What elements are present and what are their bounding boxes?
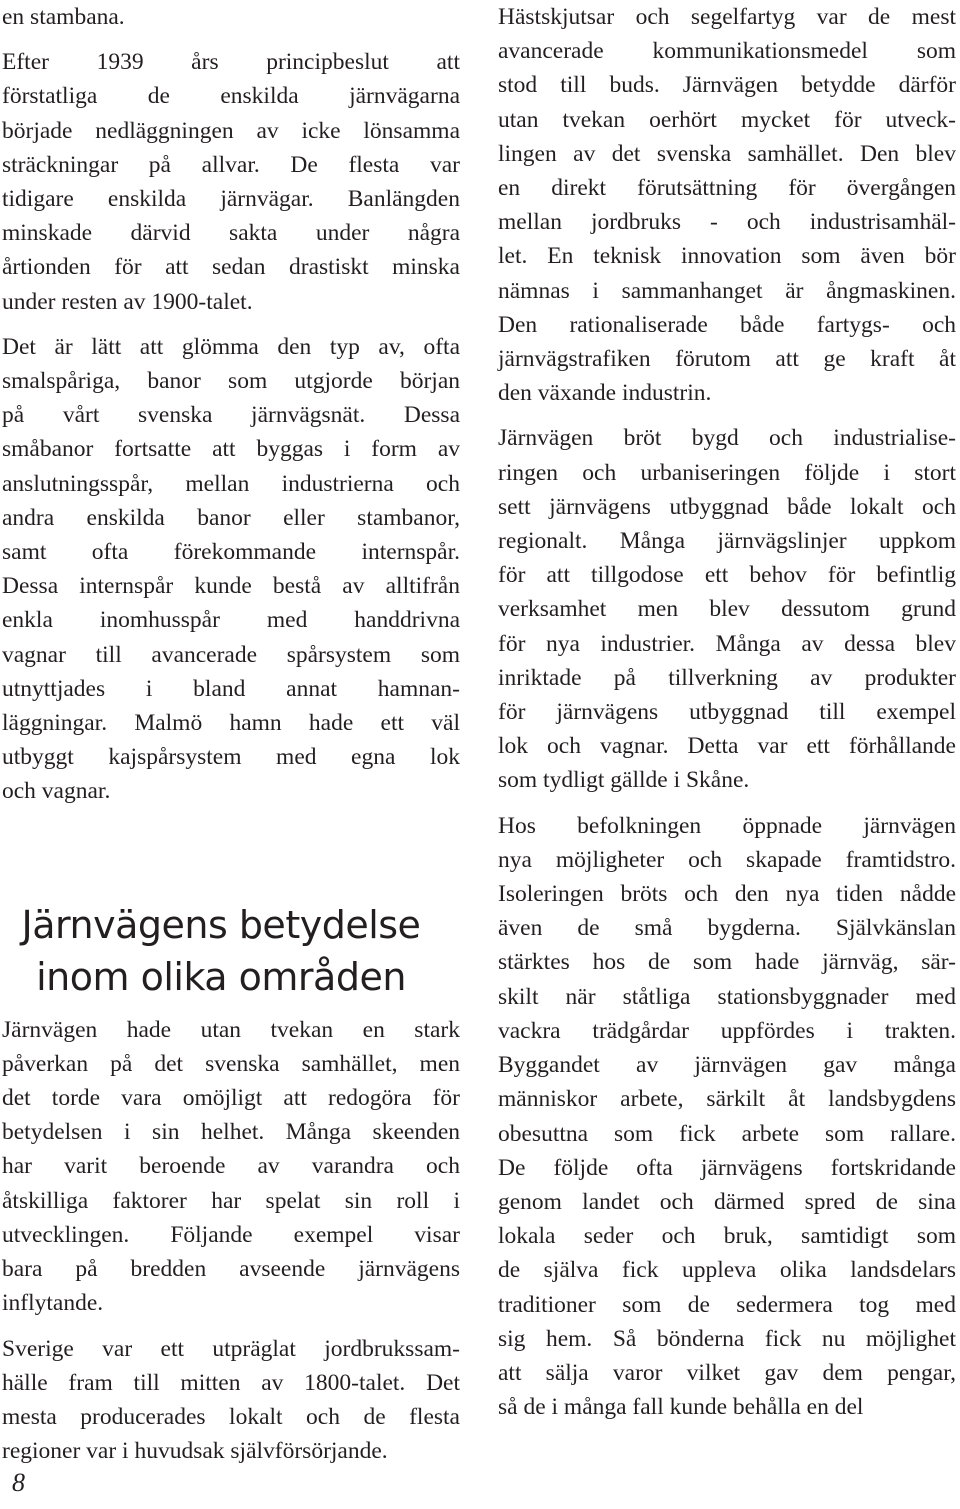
right-column-text — [498, 0, 956, 1424]
text-line: sträckningar på allvar. De flesta var — [2, 151, 460, 178]
text-line: utvecklingen. Följande exempel visar — [2, 1221, 460, 1248]
text-line: Byggandet av järnvägen gav många — [498, 1052, 956, 1079]
text-line: minskade därvid sakta under några — [2, 220, 460, 247]
text-line: lokala seder och bruk, samtidigt som — [498, 1223, 956, 1250]
text-line: sig hem. Så bönderna fick nu möjlighet — [498, 1325, 956, 1352]
left-intro-text — [2, 0, 460, 809]
text-line: verksamhet men blev dessutom grund — [498, 596, 956, 623]
text-line: hälle fram till mitten av 1800-talet. Det — [2, 1369, 460, 1396]
text-line: betydelsen i sin helhet. Många skeenden — [2, 1119, 460, 1146]
paragraph — [498, 0, 956, 410]
text-line: nya möjligheter och skapade framtidstro. — [498, 846, 956, 873]
paragraph — [2, 1013, 460, 1321]
text-line: vackra trädgårdar uppfördes i trakten. — [498, 1017, 956, 1044]
text-line: människor arbete, särkilt åt landsbygdens — [498, 1086, 956, 1113]
text-line: Järnvägen hade utan tvekan en stark — [2, 1016, 460, 1043]
text-line: Hästskjutsar och segelfartyg var de mest — [498, 4, 956, 30]
text-line: skilt när ståtliga stationsbyggnader med — [498, 983, 956, 1010]
text-line: Den rationaliserade både fartygs- och — [498, 311, 956, 338]
paragraph — [2, 330, 460, 809]
right-column — [498, 0, 956, 1424]
text-line: påverkan på det svenska samhället, men — [2, 1050, 460, 1077]
text-line: ringen och urbaniseringen följde i stort — [498, 459, 956, 486]
text-line: så de i många fall kunde behålla en del — [498, 1394, 864, 1421]
text-line: och vagnar. — [2, 778, 111, 805]
text-line: regioner var i huvudsak självförsörjande. — [2, 1438, 388, 1465]
text-line: en direkt förutsättning för övergången — [498, 175, 956, 202]
text-line: för att tillgodose ett behov för befintlig — [498, 562, 956, 589]
text-line: Dessa internspår kunde bestå av alltifrån — [2, 573, 460, 600]
text-line: bara på bredden avseende järnvägens — [2, 1256, 460, 1283]
text-line: har varit beroende av varandra och — [2, 1153, 460, 1180]
text-line: lingen av det svenska samhället. Den blev — [498, 140, 956, 167]
paragraph — [498, 809, 956, 1425]
text-line: sett järnvägens utbyggnad både lokalt och — [498, 493, 956, 520]
text-line: det torde vara omöjligt att redogöra för — [2, 1085, 460, 1112]
text-line: vagnar till avancerade spårsystem som — [2, 641, 460, 668]
text-line: för järnvägens utbyggnad till exempel — [498, 699, 956, 726]
text-line: let. En teknisk innovation som även bör — [498, 243, 956, 270]
text-line: årtionden för att sedan drastiskt minska — [2, 254, 460, 281]
left-column — [2, 0, 460, 1468]
text-line: Det är lätt att glömma den typ av, ofta — [2, 333, 460, 360]
text-line: samt ofta förekommande internspår. — [2, 539, 460, 566]
text-line: Hos befolkningen öppnade järnvägen — [498, 812, 956, 839]
text-line: Efter 1939 års principbeslut att — [2, 49, 460, 76]
text-line: en stambana. — [2, 4, 125, 30]
paragraph — [2, 0, 460, 34]
paragraph — [2, 45, 460, 319]
text-line: enkla inomhusspår med handdrivna — [2, 607, 460, 634]
text-line: nämnas i sammanhanget är ångmaskinen. — [498, 277, 956, 304]
text-line: Isoleringen bröts och den nya tiden nådde — [498, 881, 956, 908]
text-line: utan tvekan oerhört mycket för utveck- — [498, 106, 956, 133]
text-line: anslutningsspår, mellan industrierna och — [2, 470, 460, 497]
text-line: utnyttjades i bland annat hamnan- — [2, 675, 460, 702]
text-line: stod till buds. Järnvägen betydde därför — [498, 72, 956, 99]
section-heading-line-2: inom olika områden — [36, 954, 406, 999]
text-line: inflytande. — [2, 1290, 104, 1317]
text-line: småbanor fortsatte att byggas i form av — [2, 436, 460, 463]
text-line: stärktes hos de som hade järnväg, sär- — [498, 949, 956, 976]
text-line: att sälja varor vilket gav dem pengar, — [498, 1359, 956, 1386]
text-line: den växande industrin. — [498, 380, 712, 407]
text-line: läggningar. Malmö hamn hade ett väl — [2, 710, 460, 737]
text-line: förstatliga de enskilda järnvägarna — [2, 83, 460, 110]
text-line: regionalt. Många järnvägslinjer uppkom — [498, 528, 956, 555]
text-line: åtskilliga faktorer har spelat sin roll i — [2, 1187, 460, 1214]
section-heading — [2, 899, 460, 1003]
section-heading-line-1: Järnvägens betydelse — [21, 902, 421, 947]
left-section-text — [2, 1013, 460, 1469]
text-line: de själva fick uppleva olika landsdelars — [498, 1257, 956, 1284]
text-line: under resten av 1900-talet. — [2, 288, 253, 315]
text-line: andra enskilda banor eller stambanor, — [2, 504, 460, 531]
text-line: började nedläggningen av icke lönsamma — [2, 117, 460, 144]
text-line: inriktade på tillverkning av produkter — [498, 664, 956, 691]
text-line: mesta producerades lokalt och de flesta — [2, 1403, 460, 1430]
text-line: utbyggt kajspårsystem med egna lok — [2, 744, 460, 771]
text-line: smalspåriga, banor som utgjorde början — [2, 368, 460, 395]
text-line: De följde ofta järnvägens fortskridande — [498, 1154, 956, 1181]
text-line: på vårt svenska järnvägsnät. Dessa — [2, 402, 460, 429]
text-line: för nya industrier. Många av dessa blev — [498, 630, 956, 657]
paragraph — [498, 421, 956, 797]
text-line: som tydligt gällde i Skåne. — [498, 767, 750, 794]
text-line: Järnvägen bröt bygd och industrialise- — [498, 425, 956, 452]
text-line: lok och vagnar. Detta var ett förhållande — [498, 733, 956, 760]
text-line: även de små bygderna. Självkänslan — [498, 915, 956, 942]
text-line: mellan jordbruks - och industrisamhäl- — [498, 209, 956, 236]
text-line: avancerade kommunikationsmedel som — [498, 38, 956, 65]
text-line: traditioner som de sedermera tog med — [498, 1291, 956, 1318]
text-line: tidigare enskilda järnvägar. Banlängden — [2, 186, 460, 213]
text-line: Sverige var ett utpräglat jordbrukssam- — [2, 1335, 460, 1362]
page-number: 8 — [12, 1468, 25, 1497]
text-line: obesuttna som fick arbete som rallare. — [498, 1120, 956, 1147]
text-line: järnvägstrafiken förutom att ge kraft åt — [498, 346, 956, 373]
text-line: genom landet och därmed spred de sina — [498, 1188, 956, 1215]
paragraph — [2, 1332, 460, 1469]
